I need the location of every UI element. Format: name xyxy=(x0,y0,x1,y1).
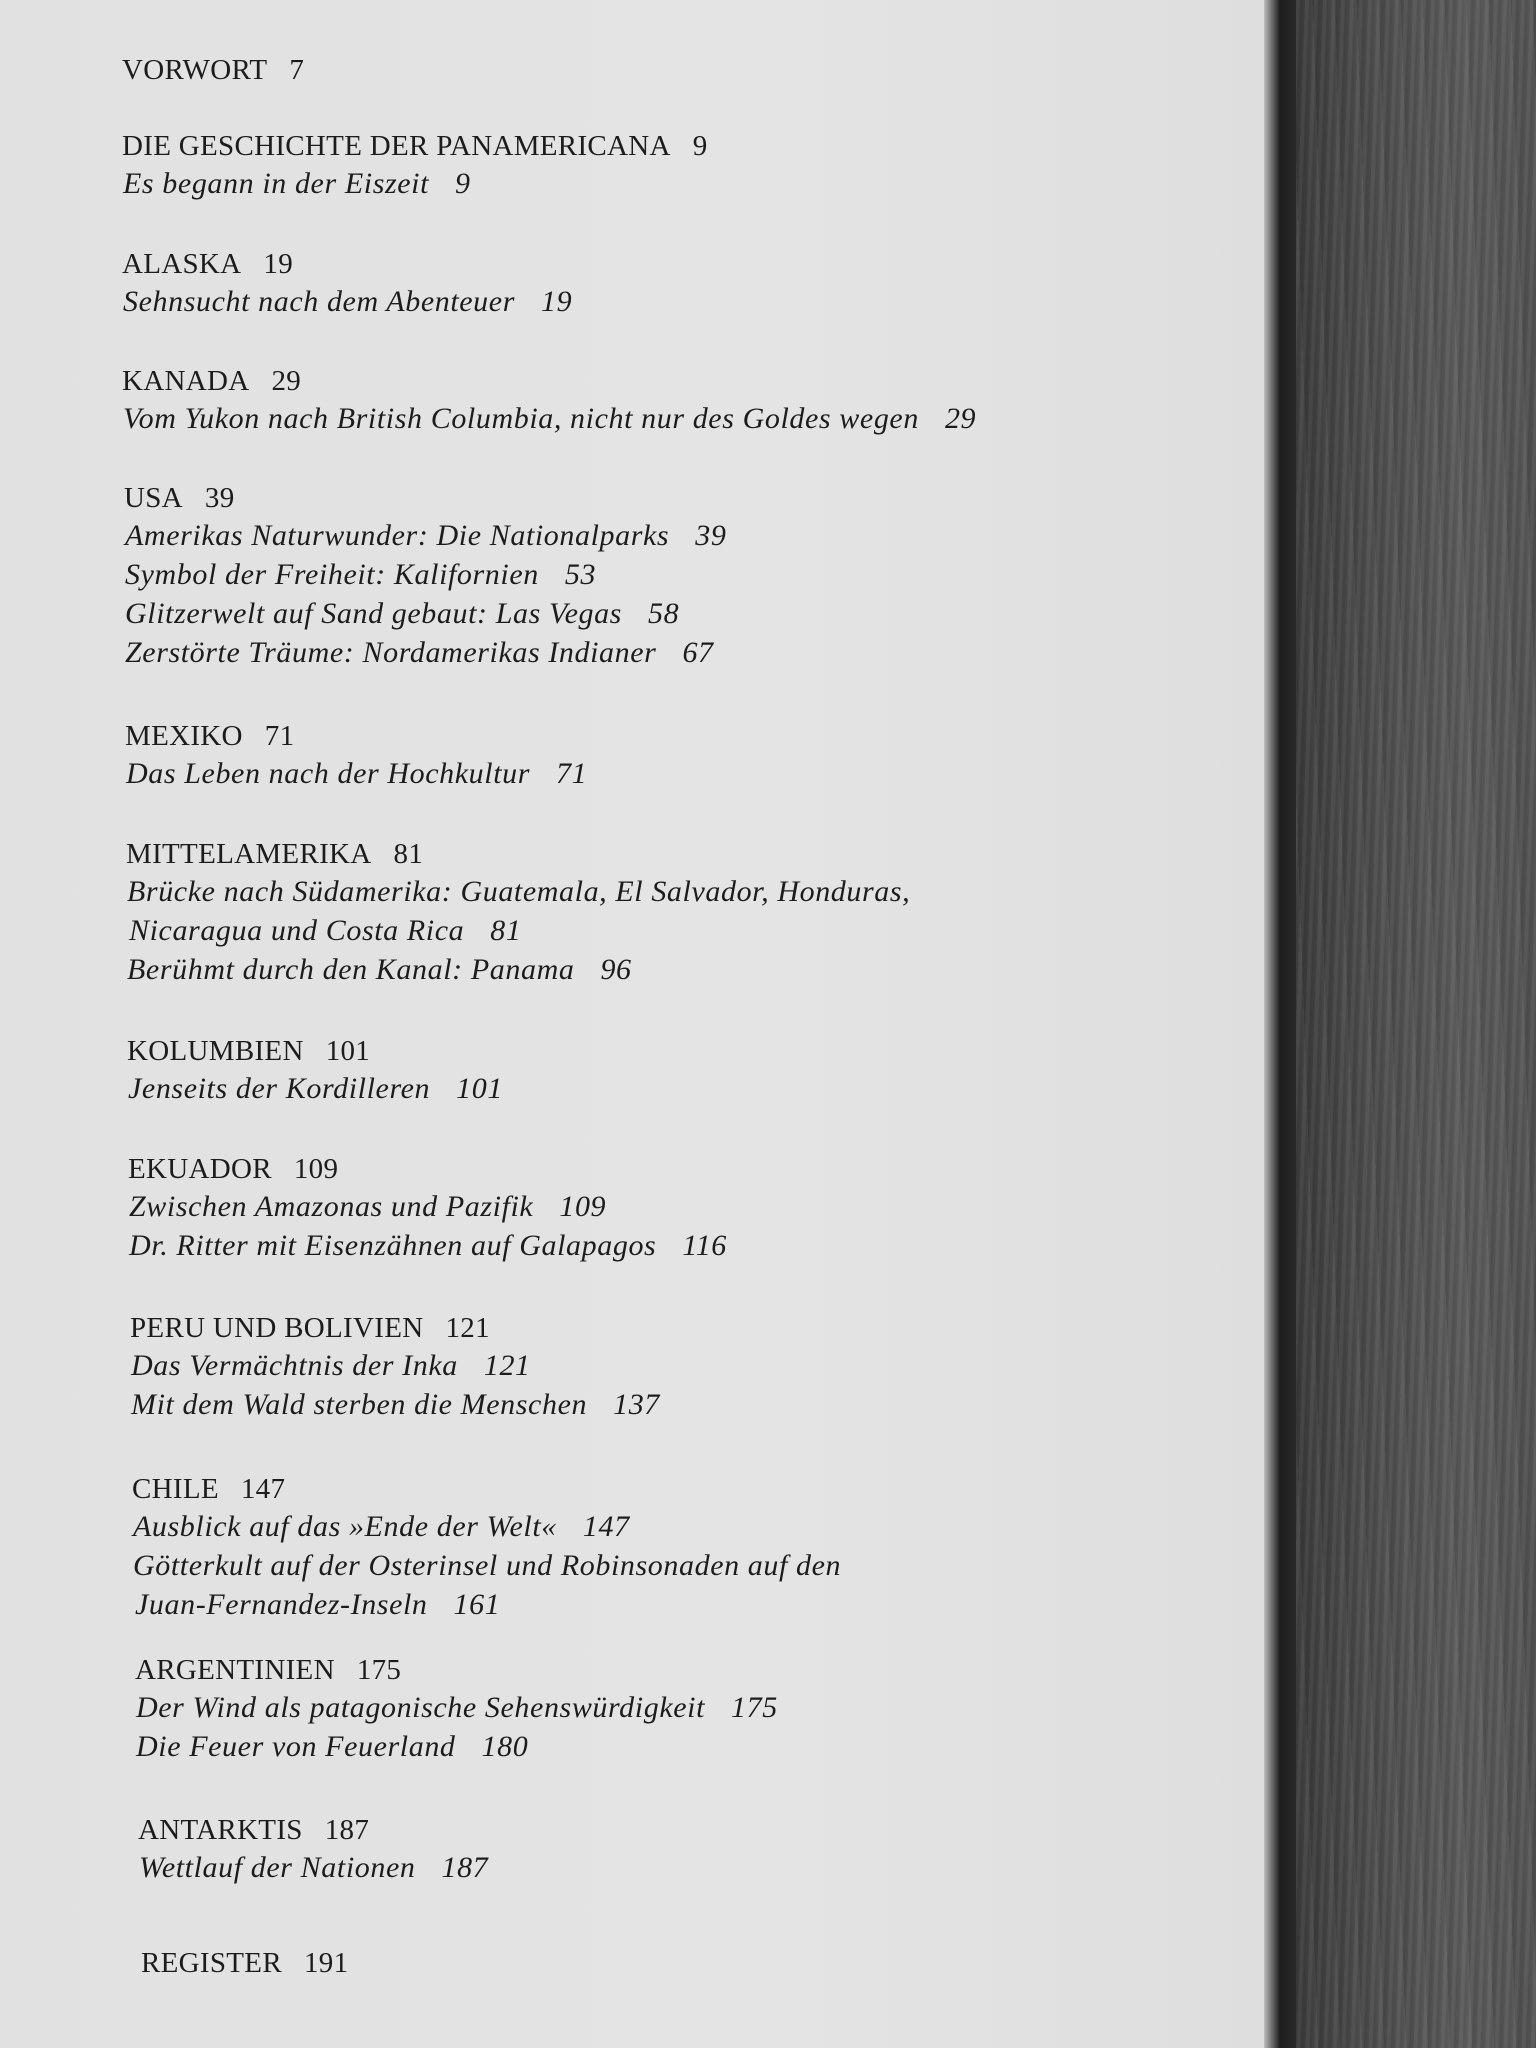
chapter-page-number: 187 xyxy=(324,1814,370,1846)
chapter-heading xyxy=(138,1812,369,1848)
section-title: Nicaragua und Costa Rica xyxy=(129,914,465,947)
chapter-heading xyxy=(126,836,423,872)
section-page-number: 53 xyxy=(564,558,597,591)
wooden-surface xyxy=(1296,0,1536,2048)
section-entry xyxy=(139,1850,488,1886)
chapter-heading xyxy=(132,1471,285,1507)
chapter-heading xyxy=(128,1151,338,1187)
section-page-number: 109 xyxy=(559,1190,607,1223)
chapter-title: USA xyxy=(124,482,183,514)
chapter-page-number: 9 xyxy=(692,130,708,162)
chapter-title: ANTARKTIS xyxy=(138,1814,303,1846)
chapter-page-number: 39 xyxy=(204,482,235,514)
section-page-number: 81 xyxy=(490,914,522,947)
chapter-title: MITTELAMERIKA xyxy=(126,838,372,870)
section-page-number: 116 xyxy=(682,1229,727,1262)
chapter-title: EKUADOR xyxy=(128,1153,272,1185)
chapter-heading xyxy=(135,1652,401,1688)
section-title: Amerikas Naturwunder: Die Nationalparks xyxy=(125,519,670,552)
section-page-number: 58 xyxy=(647,597,680,630)
section-page-number: 137 xyxy=(613,1388,660,1421)
section-entry xyxy=(125,635,714,671)
section-page-number: 96 xyxy=(600,953,632,986)
chapter-heading xyxy=(127,1033,370,1069)
chapter-heading xyxy=(122,128,708,164)
chapter-heading xyxy=(122,363,301,399)
section-entry xyxy=(128,1071,503,1107)
section-page-number: 147 xyxy=(582,1510,630,1543)
section-title: Berühmt durch den Kanal: Panama xyxy=(127,953,575,986)
section-title: Götterkult auf der Osterinsel und Robinsonaden auf den xyxy=(133,1549,842,1582)
section-page-number: 29 xyxy=(944,402,977,435)
section-entry xyxy=(125,596,679,632)
section-page-number: 180 xyxy=(481,1730,529,1763)
chapter-page-number: 147 xyxy=(240,1473,286,1505)
section-title: Brücke nach Südamerika: Guatemala, El Salvador, Honduras, xyxy=(127,875,911,908)
chapter-title: KANADA xyxy=(122,365,250,397)
section-page-number: 121 xyxy=(483,1349,531,1382)
section-title: Das Vermächtnis der Inka xyxy=(131,1349,458,1382)
chapter-page-number: 71 xyxy=(264,720,295,752)
section-entry xyxy=(125,557,596,593)
section-title: Symbol der Freiheit: Kalifornien xyxy=(125,558,539,591)
section-entry xyxy=(127,952,632,988)
section-page-number: 101 xyxy=(456,1072,503,1105)
section-page-number: 67 xyxy=(682,636,714,669)
section-title: Vom Yukon nach British Columbia, nicht nur des Goldes wegen xyxy=(123,402,919,435)
section-entry xyxy=(129,1189,606,1225)
section-title: Das Leben nach der Hochkultur xyxy=(126,757,531,790)
section-entry xyxy=(131,1348,531,1384)
chapter-title: MEXIKO xyxy=(125,720,243,752)
section-title: Der Wind als patagonische Sehenswürdigkeit xyxy=(136,1691,706,1724)
section-title: Zwischen Amazonas und Pazifik xyxy=(129,1190,534,1223)
chapter-page-number: 121 xyxy=(445,1312,490,1344)
section-title: Die Feuer von Feuerland xyxy=(136,1730,456,1763)
chapter-heading xyxy=(122,52,304,88)
chapter-heading xyxy=(125,718,294,754)
section-page-number: 71 xyxy=(556,757,588,790)
chapter-title: ARGENTINIEN xyxy=(135,1654,335,1686)
section-entry xyxy=(136,1729,528,1765)
section-title: Ausblick auf das »Ende der Welt« xyxy=(133,1510,557,1543)
chapter-page-number: 175 xyxy=(356,1654,402,1686)
section-entry xyxy=(126,756,587,792)
section-page-number: 175 xyxy=(731,1691,778,1724)
section-title: Mit dem Wald sterben die Menschen xyxy=(131,1388,588,1421)
chapter-page-number: 109 xyxy=(293,1153,339,1185)
section-page-number: 161 xyxy=(453,1588,501,1621)
section-entry xyxy=(131,1387,660,1423)
chapter-title: ALASKA xyxy=(122,248,242,280)
section-entry xyxy=(133,1509,630,1545)
chapter-title: VORWORT xyxy=(122,54,268,86)
section-title: Sehnsucht nach dem Abenteuer xyxy=(123,285,515,318)
section-entry xyxy=(129,913,521,949)
section-entry xyxy=(123,401,976,437)
chapter-title: KOLUMBIEN xyxy=(127,1035,304,1067)
section-title: Jenseits der Kordilleren xyxy=(128,1072,431,1105)
chapter-page-number: 101 xyxy=(325,1035,371,1067)
section-page-number: 39 xyxy=(695,519,727,552)
section-page-number: 187 xyxy=(441,1851,489,1884)
section-entry xyxy=(129,1228,727,1264)
section-entry xyxy=(123,166,471,202)
chapter-page-number: 29 xyxy=(271,365,302,397)
section-page-number: 19 xyxy=(540,285,573,318)
section-entry xyxy=(135,1587,500,1623)
section-entry xyxy=(123,284,572,320)
section-title: Wettlauf der Nationen xyxy=(139,1851,416,1884)
chapter-page-number: 7 xyxy=(289,54,305,86)
chapter-title: DIE GESCHICHTE DER PANAMERICANA xyxy=(122,130,671,162)
chapter-heading xyxy=(130,1310,490,1346)
chapter-page-number: 81 xyxy=(393,838,424,870)
section-entry xyxy=(127,874,910,910)
section-entry xyxy=(133,1548,841,1584)
section-title: Glitzerwelt auf Sand gebaut: Las Vegas xyxy=(125,597,622,630)
chapter-title: CHILE xyxy=(132,1473,219,1505)
chapter-heading xyxy=(124,480,235,516)
section-page-number: 9 xyxy=(455,167,471,200)
chapter-page-number: 19 xyxy=(263,248,294,280)
section-title: Juan-Fernandez-Inseln xyxy=(135,1588,428,1621)
section-title: Zerstörte Träume: Nordamerikas Indianer xyxy=(125,636,657,669)
chapter-title: REGISTER xyxy=(141,1947,282,1979)
section-entry xyxy=(125,518,726,554)
chapter-heading xyxy=(122,246,293,282)
section-entry xyxy=(136,1690,778,1726)
chapter-heading xyxy=(141,1945,348,1981)
section-title: Es begann in der Eiszeit xyxy=(123,167,430,200)
chapter-title: PERU UND BOLIVIEN xyxy=(130,1312,424,1344)
section-title: Dr. Ritter mit Eisenzähnen auf Galapagos xyxy=(129,1229,657,1262)
chapter-page-number: 191 xyxy=(303,1947,349,1979)
